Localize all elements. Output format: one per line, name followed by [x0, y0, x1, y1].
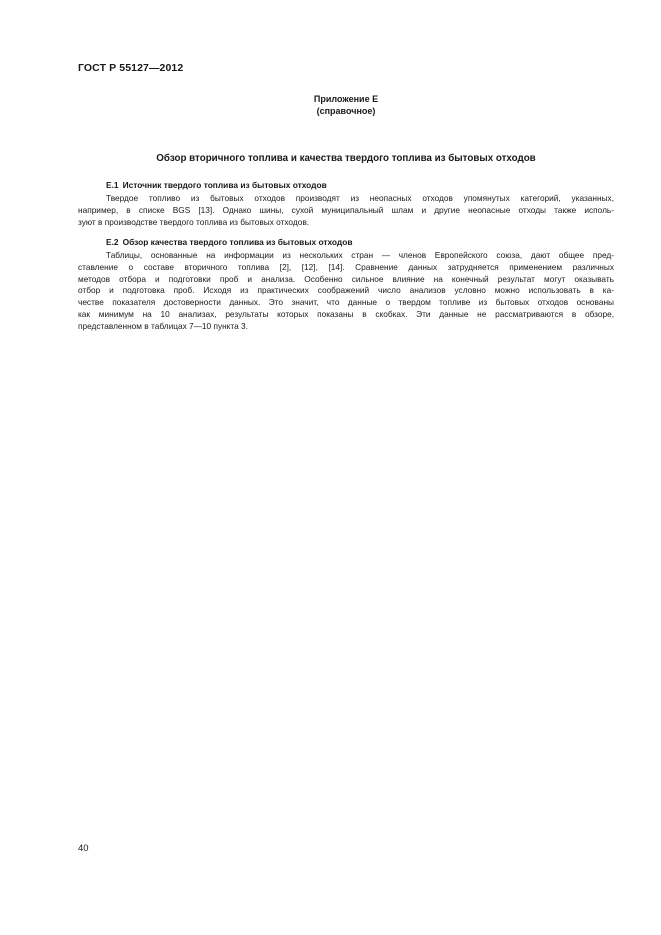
section-title: Обзор качества твердого топлива из бытовых отходов	[122, 237, 353, 247]
appendix-title: Приложение Е	[313, 94, 379, 104]
text-line: Таблицы, основанные на информации из нескольких стран — членов Европейского союза, дают общее пред-	[106, 250, 614, 260]
section-number: Е.2	[106, 237, 119, 247]
text-line: представленном в таблицах 7—10 пункта 3.	[78, 320, 248, 331]
text-line: Твердое топливо из бытовых отходов производят из неопасных отходов упомянутых категорий, указанных,	[106, 193, 614, 203]
section-heading-e1	[106, 180, 327, 190]
section-body-e1	[78, 193, 614, 228]
page-number: 40	[78, 843, 89, 854]
text-line: ставление о составе вторичного топлива [2], [12], [14]. Сравнение данных затрудняется применением различных	[78, 261, 614, 272]
appendix-status: (справочное)	[316, 106, 376, 116]
standard-code: ГОСТ Р 55127—2012	[78, 62, 184, 74]
section-number: Е.1	[106, 180, 119, 190]
text-line: честве показателя достоверности данных. Это значит, что данные о твердом топливе из бытовых отходов основаны	[78, 297, 614, 308]
text-line: например, в списке BGS [13]. Однако шины, сухой муниципальный шлам и другие неопасные отходы также исполь-	[78, 204, 614, 215]
text-line: как минимум на 10 анализах, результаты которых показаны в скобках. Эти данные не рассматриваются в обзоре,	[78, 308, 614, 319]
text-line: отбор и подготовка проб. Исходя из практических соображений число анализов условно можно использовать в ка-	[78, 285, 614, 296]
section-heading-e2	[106, 237, 353, 247]
appendix-heading	[78, 93, 614, 117]
section-body-e2	[78, 250, 614, 333]
text-line: методов отбора и подготовки проб и анализа. Особенно сильное влияние на конечный результат могут оказывать	[78, 273, 614, 284]
section-title: Источник твердого топлива из бытовых отходов	[122, 180, 327, 190]
document-title: Обзор вторичного топлива и качества твердого топлива из бытовых отходов	[156, 153, 536, 164]
text-line: зуют в производстве твердого топлива из бытовых отходов.	[78, 216, 310, 227]
